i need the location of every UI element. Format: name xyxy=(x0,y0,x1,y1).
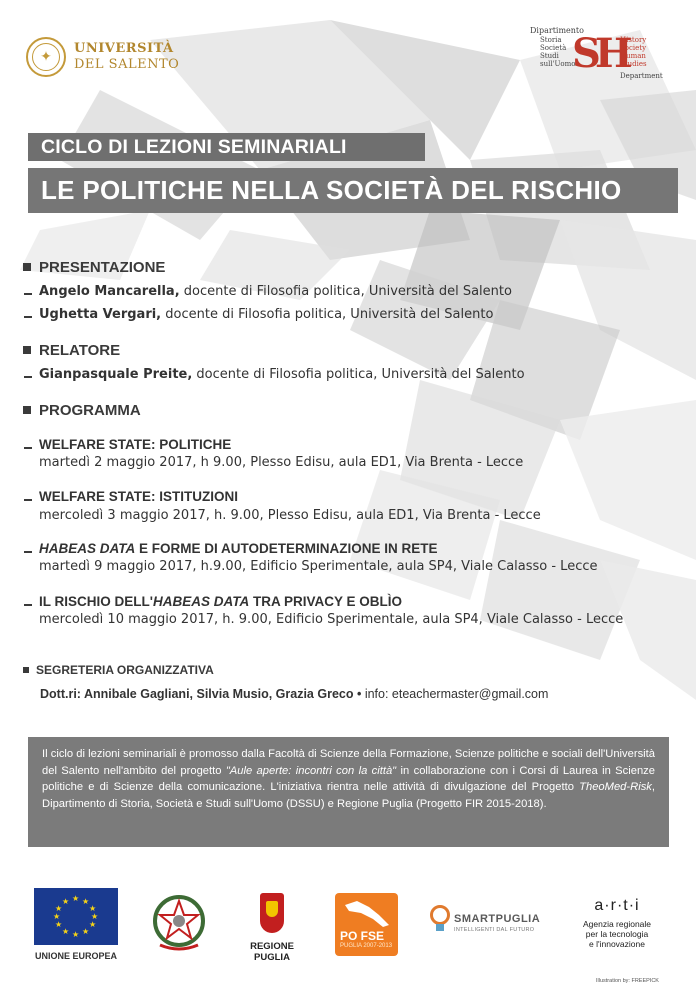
dept-monogram: SH xyxy=(572,30,627,77)
presenter-item xyxy=(24,284,512,299)
eu-flag-icon: ★ ★ ★ ★ ★ ★ ★ ★ ★ ★ ★ ★ xyxy=(34,888,118,945)
program-event-title: IL RISCHIO DELL'HABEAS DATA TRA PRIVACY E OBLÌO xyxy=(24,594,402,609)
dept-en-line: Human xyxy=(620,52,646,60)
universita-del-salento-logo xyxy=(26,37,179,77)
program-event-detail: martedì 9 maggio 2017, h.9.00, Edificio Sperimentale, aula SP4, Viale Calasso - Lecce xyxy=(39,559,598,574)
info-box: Il ciclo di lezioni seminariali è promosso dalla Facoltà di Scienze della Formazione, Scienze politiche e sociali dell'Università del Salento nell'ambito del progetto "Aule aperte: incontri con la città" in collaborazione con i Corsi di Laurea in Scienze politiche e di Scienze della comunicazione. L'iniziativa rientra nelle attività di divulgazione del Progetto TheoMed-Risk, Dipartimento di Storia, Società e Studi sull'Uomo (DSSU) e Regione Puglia (Progetto FIR 2015-2018). xyxy=(28,737,669,847)
contacts-line xyxy=(40,687,548,701)
bullet-separator: • xyxy=(353,687,365,701)
speaker-item xyxy=(24,367,525,382)
presenter-item xyxy=(24,307,493,322)
dept-it-line: Storia xyxy=(540,36,562,44)
arti-word: a·r·t·i xyxy=(594,897,640,914)
dept-it-line: sull'Uomo xyxy=(540,60,576,68)
smartpuglia-sub: INTELLIGENTI DAL FUTURO xyxy=(454,927,535,933)
dept-en-line: History xyxy=(620,36,647,44)
smartpuglia-name: SMARTPUGLIA xyxy=(454,913,541,925)
dept-en-line: Studies xyxy=(620,60,647,68)
regione-puglia-logo xyxy=(235,893,309,963)
contact-email: info: eteachermaster@gmail.com xyxy=(364,687,549,701)
program-event-title: HABEAS DATA E FORME DI AUTODETERMINAZIONE IN RETE xyxy=(24,541,438,556)
dept-label: Dipartimento xyxy=(530,26,584,35)
program-event-title: WELFARE STATE: POLITICHE xyxy=(24,437,231,452)
section-heading-programma: PROGRAMMA xyxy=(23,402,141,419)
italian-republic-emblem-icon xyxy=(150,893,208,953)
dept-it-line: Studi xyxy=(540,52,559,60)
title-bar-1 xyxy=(28,133,425,161)
program-event-title: WELFARE STATE: ISTITUZIONI xyxy=(24,489,238,504)
university-seal-icon: ✦ xyxy=(26,37,66,77)
series-title: CICLO DI LEZIONI SEMINARIALI xyxy=(41,136,347,158)
dssu-department-logo xyxy=(528,26,668,82)
title-bar-2 xyxy=(28,168,678,213)
program-event-detail: mercoledì 3 maggio 2017, h. 9.00, Plesso Edisu, aula ED1, Via Brenta - Lecce xyxy=(39,508,541,523)
section-heading-relatore: RELATORE xyxy=(23,342,120,359)
dept-en-label: Department xyxy=(620,72,663,80)
arti-line: Agenzia regionale xyxy=(582,919,652,929)
pofse-label: PO FSE xyxy=(340,929,385,943)
section-heading-segreteria: SEGRETERIA ORGANIZZATIVA xyxy=(23,663,214,677)
program-event-detail: mercoledì 10 maggio 2017, h. 9.00, Edificio Sperimentale, aula SP4, Viale Calasso - Lecce xyxy=(39,612,624,627)
main-title: LE POLITICHE NELLA SOCIETÀ DEL RISCHIO xyxy=(41,175,622,205)
smartpuglia-logo xyxy=(430,905,540,945)
staff-names: Dott.ri: Annibale Gagliani, Silvia Musio, Grazia Greco xyxy=(40,687,354,701)
dept-it-line: Società xyxy=(540,44,567,52)
university-name-line2: DEL SALENTO xyxy=(74,57,180,72)
arti-logo xyxy=(567,897,667,949)
eu-logo xyxy=(34,888,118,961)
speaker-name: Gianpasquale Preite, xyxy=(39,367,193,382)
lightbulb-icon xyxy=(430,905,450,925)
speaker-role: docente di Filosofia politica, Università del Salento xyxy=(192,367,525,382)
illustration-credit: Illustration by: FREEPICK xyxy=(596,978,659,984)
puglia-caption: REGIONE PUGLIA xyxy=(250,941,294,963)
program-event-detail: martedì 2 maggio 2017, h 9.00, Plesso Edisu, aula ED1, Via Brenta - Lecce xyxy=(39,455,524,470)
presenter-name: Ughetta Vergari, xyxy=(39,307,162,322)
section-heading-presentazione: PRESENTAZIONE xyxy=(23,259,165,276)
presenter-role: docente di Filosofia politica, Università del Salento xyxy=(179,284,512,299)
presenter-role: docente di Filosofia politica, Università del Salento xyxy=(161,307,494,322)
pofse-years: PUGLIA 2007-2013 xyxy=(340,943,393,949)
puglia-map-icon xyxy=(343,899,391,929)
university-name-line1: UNIVERSITÀ xyxy=(74,41,174,56)
po-fse-logo xyxy=(335,893,398,956)
dept-en-line: Society xyxy=(620,44,647,52)
arti-line: e l'innovazione xyxy=(589,939,645,949)
arti-line: per la tecnologia xyxy=(585,929,649,939)
puglia-shield-icon xyxy=(260,893,284,933)
presenter-name: Angelo Mancarella, xyxy=(39,284,180,299)
eu-caption: UNIONE EUROPEA xyxy=(34,951,117,961)
